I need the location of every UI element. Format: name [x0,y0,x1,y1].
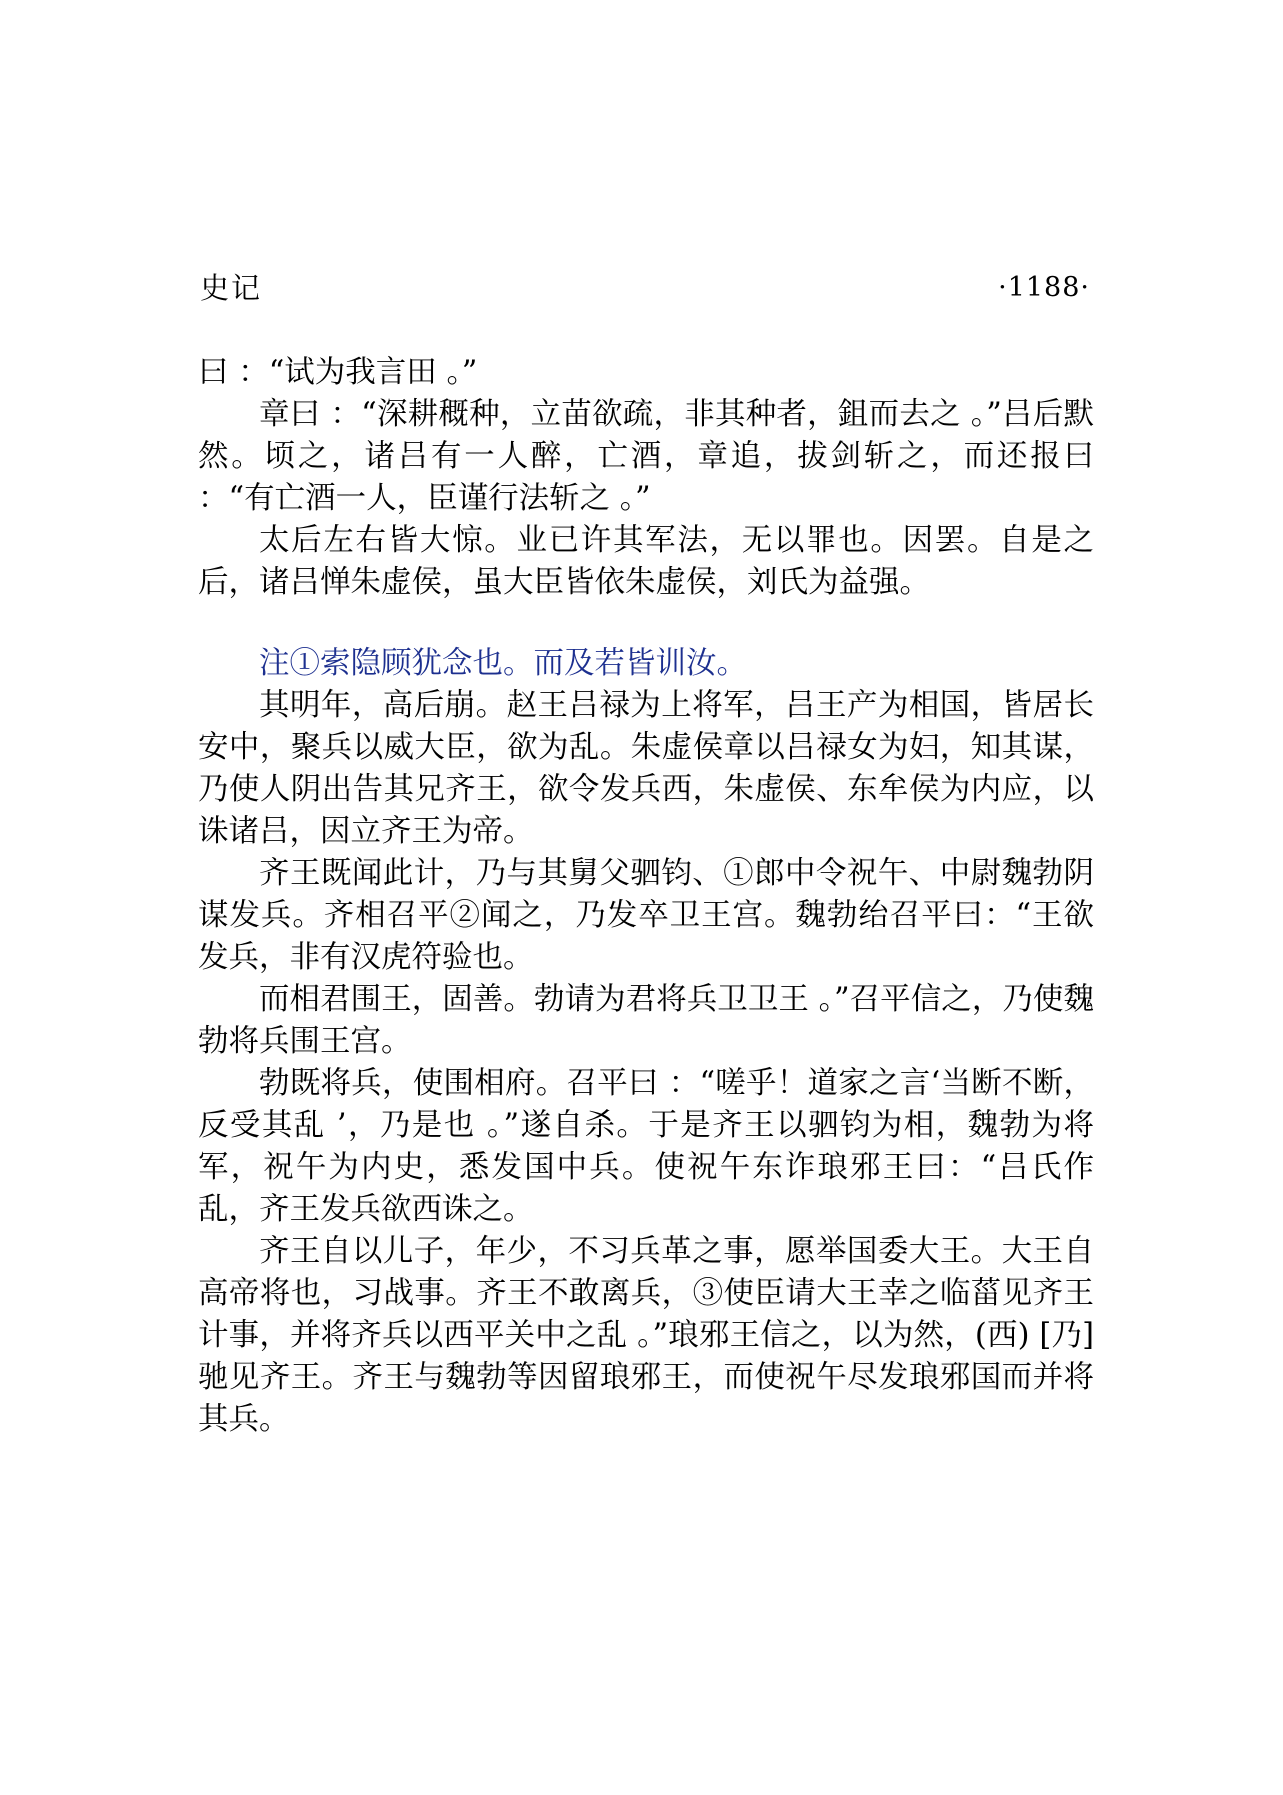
paragraph: 齐王既闻此计，乃与其舅父驷钧、①郎中令祝午、中尉魏勃阴谋发兵。齐相召平②闻之，乃发卒卫王宫。魏勃绐召平曰：“王欲发兵，非有汉虎符验也。 [198,856,1094,975]
paragraph: 勃既将兵，使围相府。召平曰 ：“嗟乎！道家之言‘当断不断，反受其乱 ’，乃是也 。”遂自杀。于是齐王以驷钧为相，魏勃为将军，祝午为内史，悉发国中兵。使祝午东诈琅邪王曰：“吕氏作乱，齐王发兵欲西诛之。 [198,1066,1094,1227]
paragraph: 齐王自以儿子，年少，不习兵革之事，愿举国委大王。大王自高帝将也，习战事。齐王不敢离兵，③使臣请大王幸之临菑见齐王计事，并将齐兵以西平关中之乱 。”琅邪王信之，以为然，(西) [乃] 驰见齐王。齐王与魏勃等因留琅邪王，而使祝午尽发琅邪国而并将其兵。 [198,1234,1094,1437]
body-text [198,352,1094,1441]
running-head [200,266,1090,310]
page-number: ·1188· [998,272,1090,303]
paragraph: 而相君围王，固善。勃请为君将兵卫卫王 。”召平信之，乃使魏勃将兵围王宫。 [198,982,1094,1059]
paragraph: 章曰 ：“深耕穊种，立苗欲疏，非其种者，鉏而去之 。”吕后默然。顷之，诸吕有一人醉，亡酒，章追，拔剑斩之，而还报曰 ：“有亡酒一人，臣谨行法斩之 。” [198,397,1094,516]
paragraph: 太后左右皆大惊。业已许其军法，无以罪也。因罢。自是之后，诸吕惮朱虚侯，虽大臣皆依朱虚侯，刘氏为益强。 [198,523,1094,600]
paragraph: 曰 ：“试为我言田 。” [198,355,478,390]
book-title: 史记 [200,271,263,305]
paragraph: 其明年，高后崩。赵王吕禄为上将军，吕王产为相国，皆居长安中，聚兵以威大臣，欲为乱。朱虚侯章以吕禄女为妇，知其谋，乃使人阴出告其兄齐王，欲令发兵西，朱虚侯、东牟侯为内应，以诛诸吕，因立齐王为帝。 [198,688,1094,849]
annotation-note: 注①索隐顾犹念也。而及若皆训汝。 [259,646,747,681]
